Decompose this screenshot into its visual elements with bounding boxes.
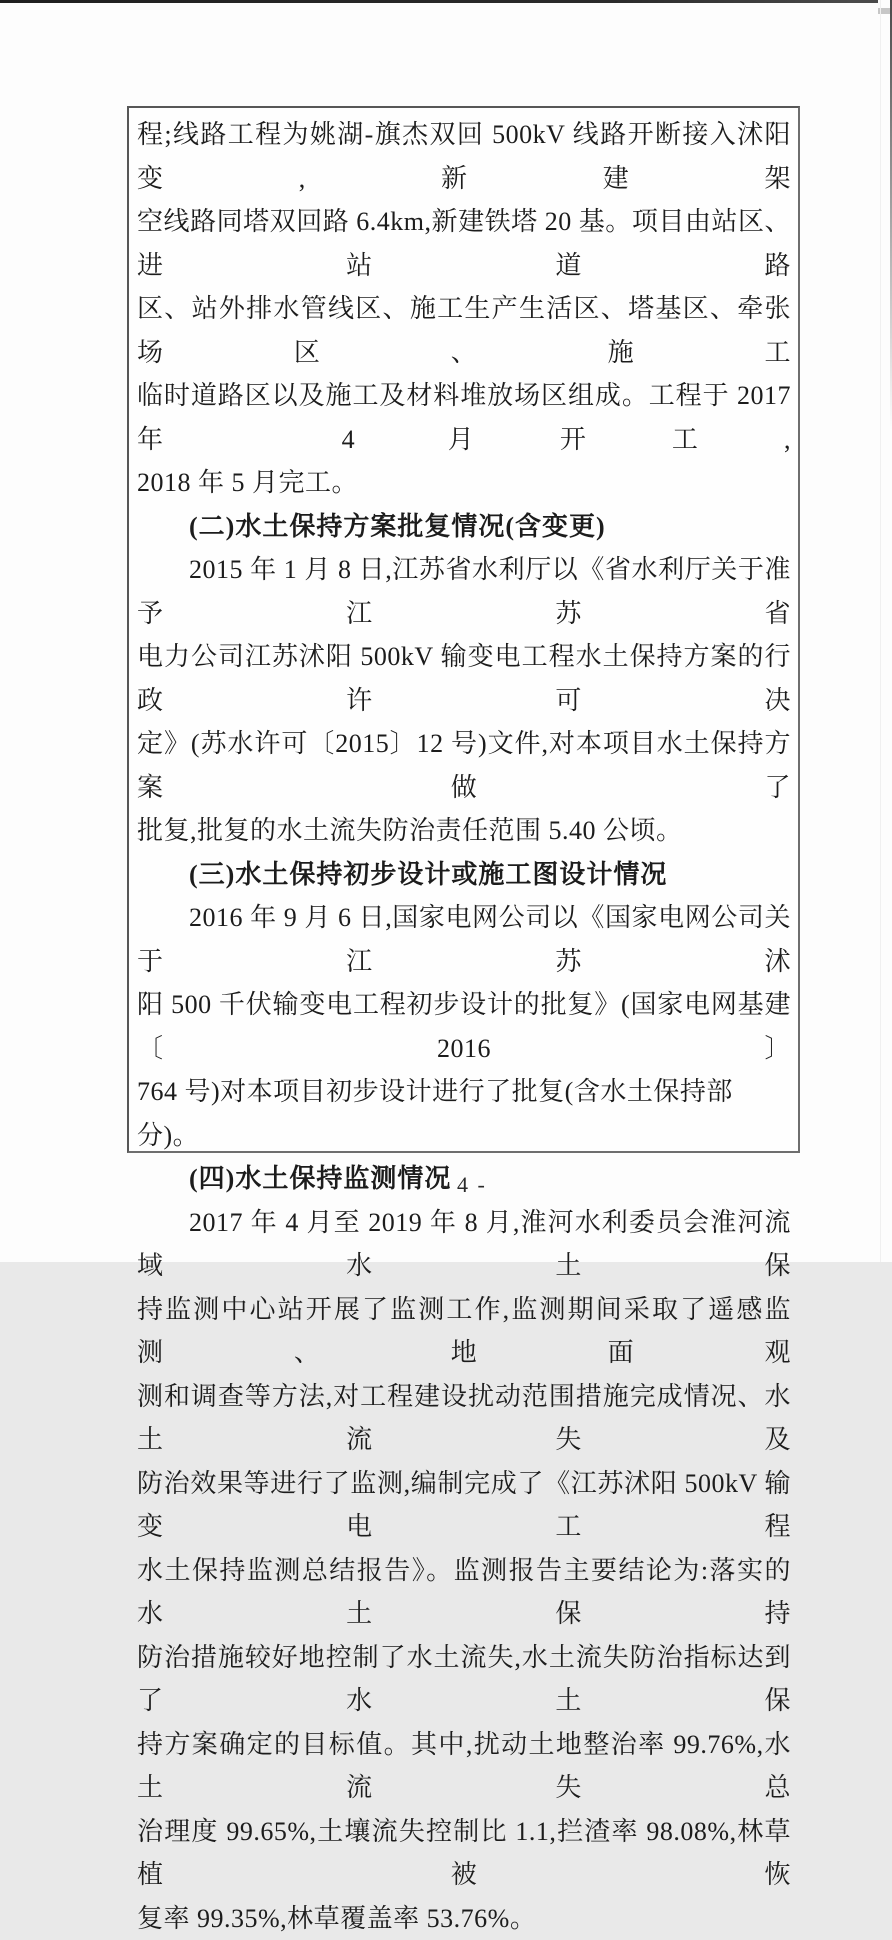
text-line: 区、站外排水管线区、施工生产生活区、塔基区、牵张场区、施工 [137,287,791,374]
text-line: 临时道路区以及施工及材料堆放场区组成。工程于 2017 年 4 月开工, [137,374,791,461]
text-line: 2017 年 4 月至 2019 年 8 月,淮河水利委员会淮河流域水土保 [137,1201,791,1288]
section-heading: (四)水土保持监测情况 [137,1157,791,1201]
text-line: 持监测中心站开展了监测工作,监测期间采取了遥感监测、地面观 [137,1288,791,1375]
text-line: 程;线路工程为姚湖-旗杰双回 500kV 线路开断接入沭阳变,新建架 [137,113,791,200]
section-heading: (二)水土保持方案批复情况(含变更) [137,505,791,549]
content-table-cell [127,106,800,1153]
text-line: 防治措施较好地控制了水土流失,水土流失防治指标达到了水土保 [137,1636,791,1723]
text-line: 阳 500 千伏输变电工程初步设计的批复》(国家电网基建〔2016〕 [137,983,791,1070]
section-heading: (三)水土保持初步设计或施工图设计情况 [137,853,791,897]
text-line: 复率 99.35%,林草覆盖率 53.76%。 [137,1897,791,1940]
scan-artifact-top-edge [0,0,878,3]
text-line: 治理度 99.65%,土壤流失控制比 1.1,拦渣率 98.08%,林草植被恢 [137,1810,791,1897]
text-line: 定》(苏水许可〔2015〕12 号)文件,对本项目水土保持方案做了 [137,722,791,809]
text-line: 电力公司江苏沭阳 500kV 输变电工程水土保持方案的行政许可决 [137,635,791,722]
text-line: 2016 年 9 月 6 日,国家电网公司以《国家电网公司关于江苏沭 [137,896,791,983]
text-line: 空线路同塔双回路 6.4km,新建铁塔 20 基。项目由站区、进站道路 [137,200,791,287]
text-line: 测和调查等方法,对工程建设扰动范围措施完成情况、水土流失及 [137,1375,791,1462]
text-line: 764 号)对本项目初步设计进行了批复(含水土保持部分)。 [137,1070,791,1157]
text-line: 持方案确定的目标值。其中,扰动土地整治率 99.76%,水土流失总 [137,1723,791,1810]
text-line: 批复,批复的水土流失防治责任范围 5.40 公顷。 [137,809,791,853]
text-line: 2018 年 5 月完工。 [137,461,791,505]
text-line: 防治效果等进行了监测,编制完成了《江苏沭阳 500kV 输变电工程 [137,1462,791,1549]
page-number: - 4 - [127,1172,800,1198]
text-line: 2015 年 1 月 8 日,江苏省水利厅以《省水利厅关于准予江苏省 [137,548,791,635]
text-line: 水土保持监测总结报告》。监测报告主要结论为:落实的水土保持 [137,1549,791,1636]
scan-artifact-right-faint-line [880,0,881,1262]
